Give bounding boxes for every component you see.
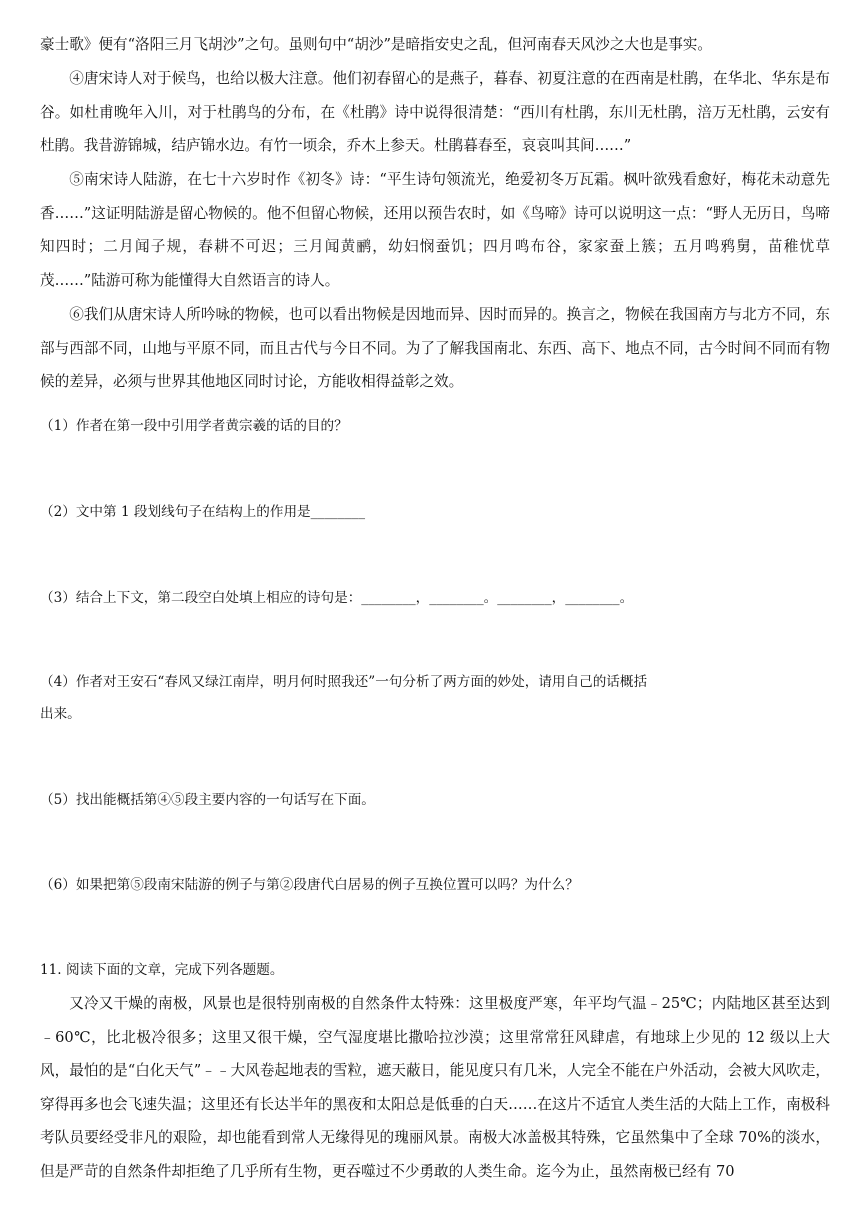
paragraph-5: ⑤南宋诗人陆游，在七十六岁时作《初冬》诗：“平生诗句领流光，绝爱初冬万瓦霜。枫叶欲残看愈好，梅花未动意先香……”这证明陆游是留心物候的。他不但留心物候，还用以预告农时，如《鸟啼》诗可以说明这一点：“野人无历日，鸟啼知四时；二月闻子规，春耕不可迟；三月闻黄鹂，幼妇悯蚕饥；四月鸣布谷，家家蚕上簇；五月鸣鸦舅，苗稚忧草茂……”陆游可称为能懂得大自然语言的诗人。 <box>40 171 830 289</box>
paragraph-6: ⑥我们从唐宋诗人所吟咏的物候，也可以看出物候是因地而异、因时而异的。换言之，物候在我国南方与北方不同，东部与西部不同，山地与平原不同，而且古代与今日不同。为了了解我国南北、东西、高下、地点不同，古今时间不同而有物候的差异，必须与世界其他地区同时讨论，方能收相得益彰之效。 <box>40 306 830 390</box>
question-4-line-2: 出来。 <box>40 706 81 722</box>
section-11-heading: 11. 阅读下面的文章，完成下列各题题。 <box>40 962 284 978</box>
question-1: （1）作者在第一段中引用学者黄宗羲的话的目的？ <box>40 418 348 434</box>
question-4-line-1: （4）作者对王安石“春风又绿江南岸，明月何时照我还”一句分析了两方面的妙处，请用自己的话概括 <box>40 674 648 690</box>
paragraph-4: ④唐宋诗人对于候鸟，也给以极大注意。他们初春留心的是燕子，暮春、初夏注意的在西南是杜鹃，在华北、华东是布谷。如杜甫晚年入川，对于杜鹃鸟的分布，在《杜鹃》诗中说得很清楚：“西川有杜鹃，东川无杜鹃，涪万无杜鹃，云安有杜鹃。我昔游锦城，结庐锦水边。有竹一顷余，乔木上参天。杜鹃暮春至，哀哀叫其间……” <box>40 70 830 154</box>
question-6: （6）如果把第⑤段南宋陆游的例子与第②段唐代白居易的例子互换位置可以吗？为什么？ <box>40 877 579 893</box>
question-2: （2）文中第 1 段划线句子在结构上的作用是________ <box>40 504 366 520</box>
paragraph-continuation: 豪士歌》便有“洛阳三月飞胡沙”之句。虽则句中“胡沙”是暗指安史之乱，但河南春天风沙之大也是事实。 <box>40 36 712 53</box>
question-5: （5）找出能概括第④⑤段主要内容的一句话写在下面。 <box>40 792 375 808</box>
section-11-paragraph: 又冷又干燥的南极，风景也是很特别南极的自然条件太特殊：这里极度严寒，年平均气温﹣25℃；内陆地区甚至达到﹣60℃，比北极冷很多；这里又很干燥，空气湿度堪比撒哈拉沙漠；这里常常狂风肆虐，有地球上少见的 12 级以上大风，最怕的是“白化天气”﹣﹣大风卷起地表的雪粒，遮天蔽日，能见度只有几米，人完全不能在户外活动，会被大风吹走，穿得再多也会飞速失温；这里还有长达半年的黑夜和太阳总是低垂的白天……在这片不适宜人类生活的大陆上工作，南极科考队员要经受非凡的艰险，却也能看到常人无缘得见的瑰丽风景。南极大冰盖极其特殊，它虽然集中了全球 70%的淡水，但是严苛的自然条件却拒绝了几乎所有生物，更吞噬过不少勇敢的人类生命。迄今为止，虽然南极已经有 70 <box>40 995 830 1180</box>
question-3: （3）结合上下文，第二段空白处填上相应的诗句是：________，________。________，________。 <box>40 590 634 606</box>
